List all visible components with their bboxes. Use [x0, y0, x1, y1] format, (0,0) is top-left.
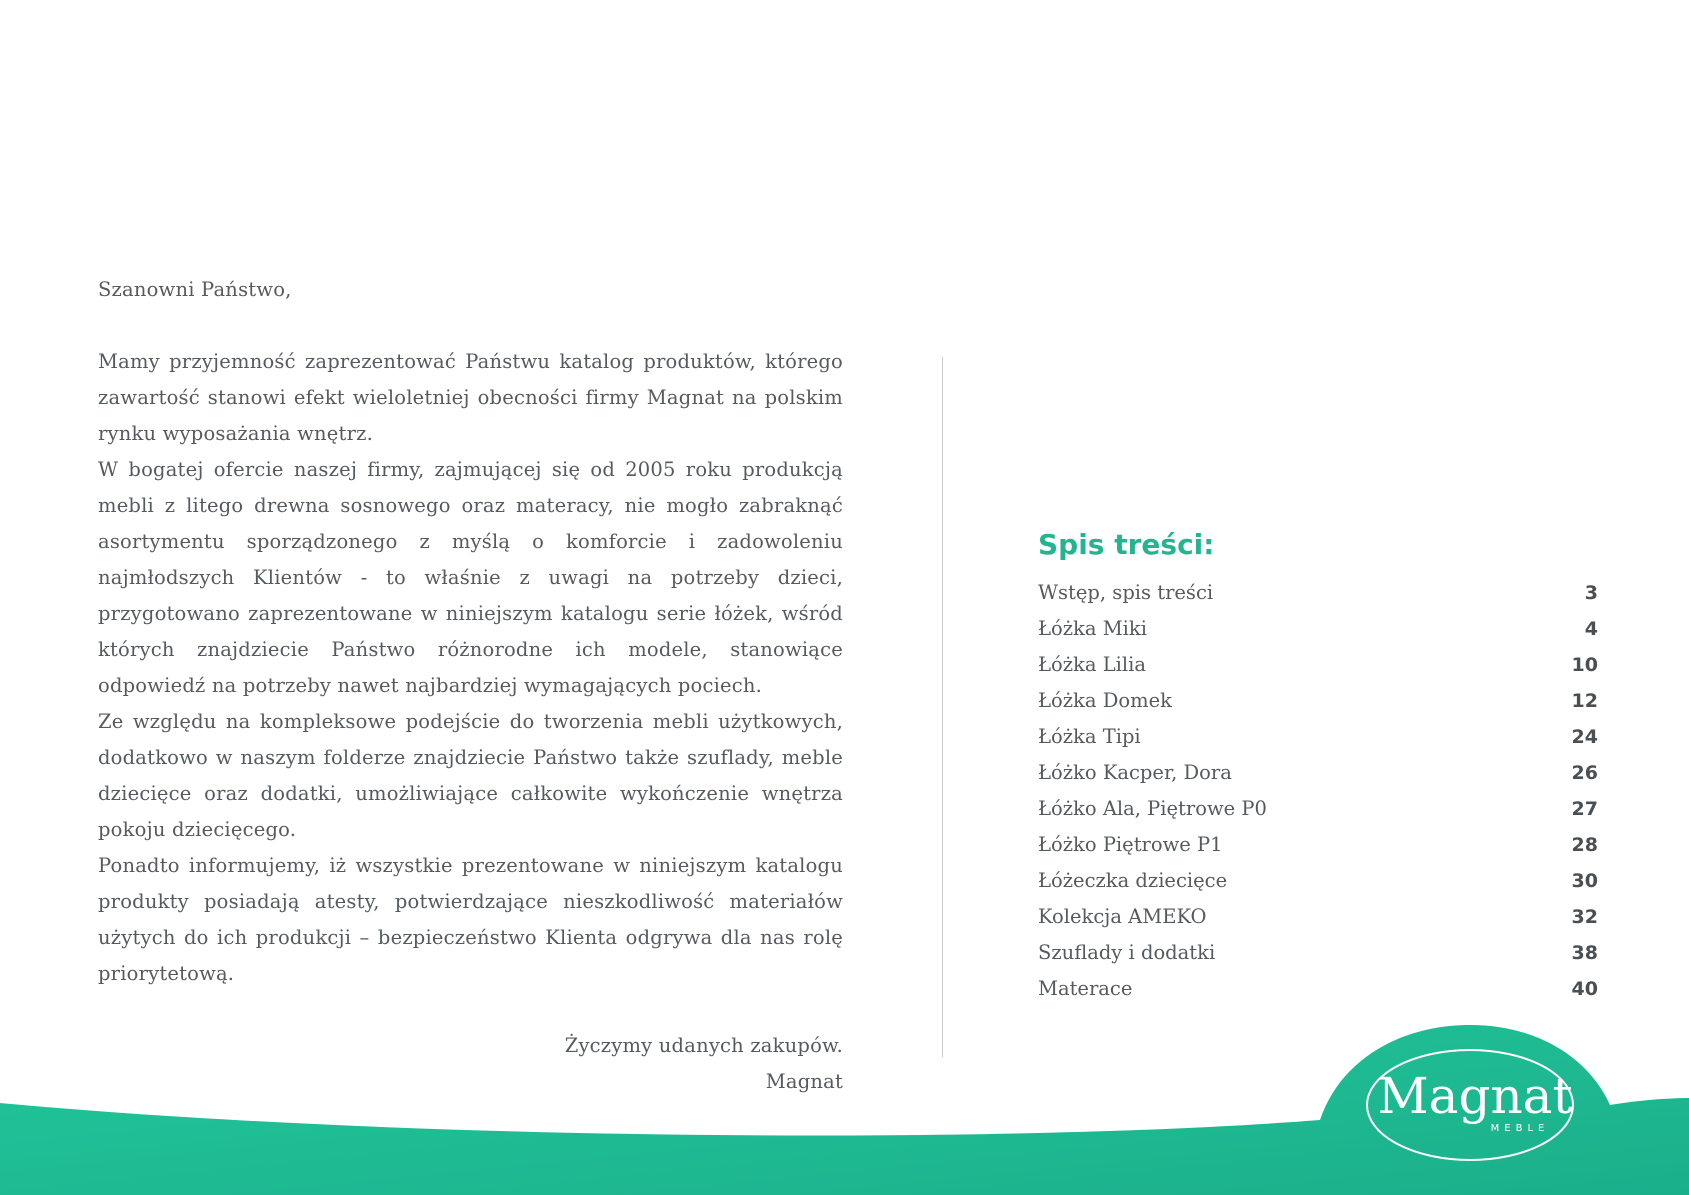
greeting: Szanowni Państwo,: [98, 278, 292, 301]
toc-entry-label: Wstęp, spis treści: [1038, 581, 1214, 604]
paragraph-intro: Mamy przyjemność zaprezentować Państwu katalog produktów, którego zawartość stanowi efekt wieloletniej obecności firmy Magnat na polskim rynku wyposażania wnętrz.: [98, 350, 843, 445]
toc-entry-page: 12: [1571, 690, 1598, 712]
toc-entry: [1038, 863, 1598, 899]
toc-entry-page: 28: [1571, 834, 1598, 856]
toc-entry-page: 24: [1571, 726, 1598, 748]
toc-entry: [1038, 755, 1598, 791]
magnat-logo: [1360, 1045, 1590, 1170]
paragraph-certificates: Ponadto informujemy, iż wszystkie prezentowane w niniejszym katalogu produkty posiadają atesty, potwierdzające nieszkodliwość materiałów użytych do ich produkcji – bezpieczeństwo Klienta odgrywa dla nas rolę priorytetową.: [98, 854, 843, 985]
toc-entry-label: Kolekcja AMEKO: [1038, 905, 1207, 928]
toc-entry-label: Łóżko Kacper, Dora: [1038, 761, 1232, 784]
toc-entry-page: 40: [1571, 978, 1598, 1000]
toc-entry-page: 30: [1571, 870, 1598, 892]
closing-line: Życzymy udanych zakupów.: [564, 1034, 843, 1057]
toc-entry-page: 4: [1584, 618, 1598, 640]
toc-entry: [1038, 899, 1598, 935]
toc-entry: [1038, 611, 1598, 647]
toc-title: Spis treści:: [1038, 528, 1215, 561]
paragraph-offer: W bogatej ofercie naszej firmy, zajmującej się od 2005 roku produkcją mebli z litego drewna sosnowego oraz materacy, nie mogło zabraknąć asortymentu sporządzonego z myślą o komforcie i zadowoleniu najmłodszych Klientów - to właśnie z uwagi na potrzeby dzieci, przygotowano zaprezentowane w niniejszym katalogu serie łóżek, wśród których znajdziecie Państwo różnorodne ich modele, stanowiące odpowiedź na potrzeby nawet najbardziej wymagających pociech.: [98, 458, 843, 697]
toc-entry-label: Łóżka Tipi: [1038, 725, 1141, 748]
toc-entry-page: 10: [1571, 654, 1598, 676]
toc-entry-label: Łóżko Ala, Piętrowe P0: [1038, 797, 1267, 820]
toc-entry-label: Materace: [1038, 977, 1133, 1000]
toc-entry-label: Łóżeczka dziecięce: [1038, 869, 1228, 892]
vertical-divider: [942, 357, 943, 1057]
toc-entry: [1038, 935, 1598, 971]
table-of-contents: [1038, 525, 1598, 1007]
toc-entry: [1038, 647, 1598, 683]
toc-entry-label: Szuflady i dodatki: [1038, 941, 1216, 964]
toc-entry: [1038, 575, 1598, 611]
toc-entry-page: 32: [1571, 906, 1598, 928]
signature: Magnat: [765, 1070, 843, 1093]
toc-entry: [1038, 683, 1598, 719]
logo-subtitle: MEBLE: [1490, 1123, 1550, 1134]
logo-wordmark: Magnat: [1377, 1067, 1573, 1125]
toc-entry-page: 38: [1571, 942, 1598, 964]
toc-list: [1038, 575, 1598, 1007]
toc-entry: [1038, 971, 1598, 1007]
toc-entry-page: 3: [1584, 582, 1598, 604]
toc-entry-label: Łóżka Lilia: [1038, 653, 1146, 676]
paragraph-products: Ze względu na kompleksowe podejście do tworzenia mebli użytkowych, dodatkowo w naszym folderze znajdziecie Państwo także szuflady, meble dziecięce oraz dodatki, umożliwiające całkowite wykończenie wnętrza pokoju dziecięcego.: [98, 710, 843, 841]
toc-entry: [1038, 791, 1598, 827]
toc-entry-label: Łóżka Miki: [1038, 617, 1147, 640]
toc-entry-page: 27: [1571, 798, 1598, 820]
toc-entry-page: 26: [1571, 762, 1598, 784]
toc-entry: [1038, 719, 1598, 755]
toc-entry-label: Łóżko Piętrowe P1: [1038, 833, 1223, 856]
letter: [98, 272, 843, 1100]
toc-entry-label: Łóżka Domek: [1038, 689, 1172, 712]
toc-entry: [1038, 827, 1598, 863]
